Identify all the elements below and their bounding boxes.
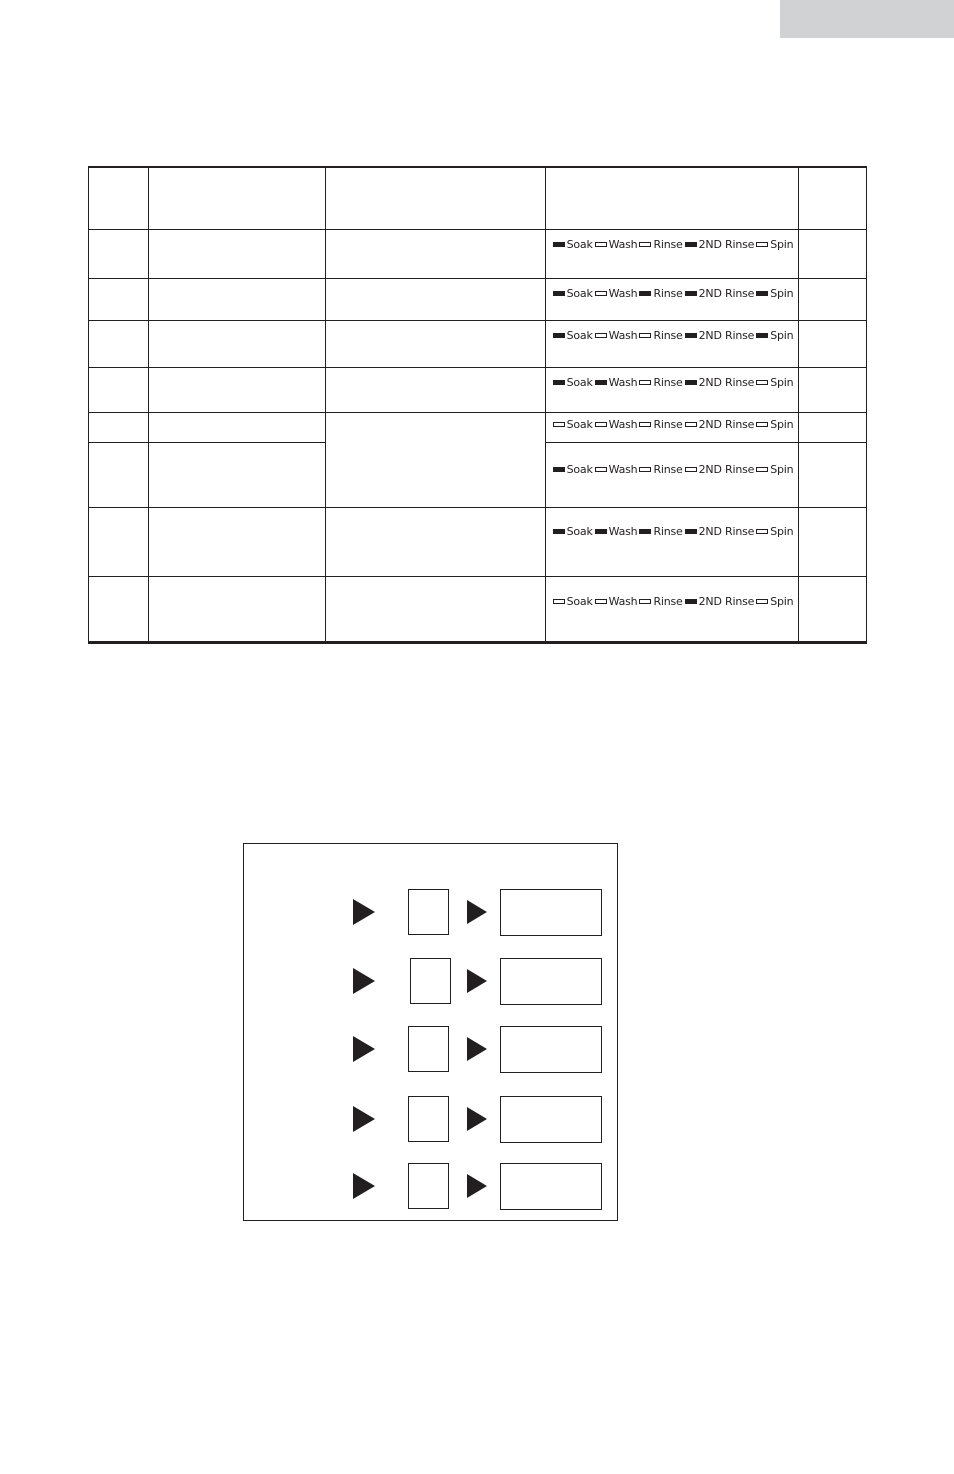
indicator-light-icon: [595, 380, 607, 385]
stage-label: Wash: [608, 417, 638, 431]
stage-indicator: [551, 418, 593, 431]
indicator-light-icon: [639, 467, 651, 472]
stage-label: Soak: [566, 417, 593, 431]
table-row: [89, 320, 867, 367]
indicator-light-icon: [756, 422, 768, 427]
stage-label: Wash: [608, 237, 638, 251]
stage-indicator: [637, 418, 682, 431]
stage-indicator: [683, 463, 755, 476]
stage-label: Soak: [566, 286, 593, 300]
indicator-light-icon: [553, 467, 565, 472]
stage-indicator: [593, 418, 638, 431]
header-cell: [799, 167, 867, 229]
stage-indicator: [754, 238, 793, 251]
stage-indicator: [593, 595, 638, 608]
indicator-light-icon: [756, 380, 768, 385]
stage-indicator: [637, 329, 682, 342]
stage-indicator: [551, 463, 593, 476]
stage-label: Wash: [608, 524, 638, 538]
stage-label: Rinse: [653, 328, 683, 342]
indicator-light-icon: [756, 467, 768, 472]
indicator-light-icon: [685, 242, 697, 247]
stage-label: 2ND Rinse: [698, 237, 755, 251]
stage-label: Spin: [770, 417, 794, 431]
stage-indicator: [551, 525, 593, 538]
indicator-light-icon: [595, 599, 607, 604]
stage-label: Rinse: [653, 594, 683, 608]
cycle-indicator-cell: [546, 507, 799, 576]
indicator-light-icon: [553, 529, 565, 534]
stage-indicator: [683, 238, 755, 251]
indicator-light-icon: [756, 291, 768, 296]
stage-indicator: [754, 525, 793, 538]
stage-indicator: [754, 418, 793, 431]
stage-label: Rinse: [653, 237, 683, 251]
arrow-right-icon: [467, 1107, 487, 1131]
indicator-light-icon: [595, 422, 607, 427]
stage-label: 2ND Rinse: [698, 594, 755, 608]
stage-label: Soak: [566, 594, 593, 608]
indicator-light-icon: [639, 422, 651, 427]
page-corner-tab: [780, 0, 954, 38]
header-cell: [546, 167, 799, 229]
indicator-light-icon: [595, 467, 607, 472]
stage-label: Rinse: [653, 286, 683, 300]
arrow-right-icon: [467, 969, 487, 993]
stage-indicator: [683, 376, 755, 389]
stage-indicator: [637, 238, 682, 251]
stage-indicator: [551, 329, 593, 342]
stage-indicator: [754, 595, 793, 608]
stage-indicator: [637, 376, 682, 389]
stage-label: 2ND Rinse: [698, 286, 755, 300]
stage-label: Rinse: [653, 462, 683, 476]
flow-result-box: [500, 1026, 602, 1073]
header-cell: [326, 167, 546, 229]
table-row: [89, 412, 867, 442]
table-row: [89, 507, 867, 576]
table-row: [89, 367, 867, 412]
flow-result-box: [500, 958, 602, 1005]
indicator-light-icon: [553, 333, 565, 338]
cycle-indicator-cell: [546, 412, 799, 442]
stage-indicator: [551, 238, 593, 251]
indicator-light-icon: [756, 599, 768, 604]
wash-cycle-table: [88, 166, 867, 644]
stage-label: 2ND Rinse: [698, 417, 755, 431]
stage-label: 2ND Rinse: [698, 462, 755, 476]
indicator-light-icon: [685, 467, 697, 472]
stage-label: Spin: [770, 524, 794, 538]
stage-indicator: [593, 329, 638, 342]
arrow-right-icon: [353, 968, 375, 994]
indicator-light-icon: [756, 242, 768, 247]
stage-indicator: [637, 463, 682, 476]
stage-indicator: [637, 595, 682, 608]
indicator-light-icon: [639, 599, 651, 604]
stage-indicator: [754, 463, 793, 476]
indicator-light-icon: [639, 333, 651, 338]
stage-indicator: [754, 287, 793, 300]
indicator-light-icon: [685, 291, 697, 296]
indicator-light-icon: [685, 422, 697, 427]
stage-label: Soak: [566, 524, 593, 538]
flow-result-box: [500, 1163, 602, 1210]
indicator-light-icon: [639, 529, 651, 534]
arrow-right-icon: [353, 1173, 375, 1199]
cycle-indicator-cell: [546, 576, 799, 642]
stage-label: Rinse: [653, 417, 683, 431]
header-cell: [149, 167, 326, 229]
stage-label: Wash: [608, 328, 638, 342]
cycle-indicator-cell: [546, 442, 799, 507]
stage-label: Spin: [770, 237, 794, 251]
flow-step-box: [408, 889, 449, 935]
arrow-right-icon: [353, 1106, 375, 1132]
flow-step-box: [408, 1096, 449, 1142]
cycle-indicator-cell: [546, 367, 799, 412]
stage-label: Spin: [770, 375, 794, 389]
stage-indicator: [637, 525, 682, 538]
indicator-light-icon: [639, 380, 651, 385]
stage-indicator: [637, 287, 682, 300]
stage-indicator: [754, 329, 793, 342]
stage-label: 2ND Rinse: [698, 328, 755, 342]
indicator-light-icon: [639, 242, 651, 247]
stage-indicator: [593, 463, 638, 476]
stage-label: 2ND Rinse: [698, 375, 755, 389]
indicator-light-icon: [685, 529, 697, 534]
stage-indicator: [593, 525, 638, 538]
indicator-light-icon: [756, 529, 768, 534]
cycle-indicator-cell: [546, 278, 799, 320]
stage-label: Soak: [566, 462, 593, 476]
stage-indicator: [593, 287, 638, 300]
stage-indicator: [683, 418, 755, 431]
stage-label: Spin: [770, 594, 794, 608]
stage-indicator: [683, 329, 755, 342]
stage-label: Rinse: [653, 375, 683, 389]
header-cell: [89, 167, 149, 229]
flow-step-box: [410, 958, 451, 1004]
stage-indicator: [683, 287, 755, 300]
stage-label: Spin: [770, 286, 794, 300]
table-row: [89, 229, 867, 278]
indicator-light-icon: [553, 242, 565, 247]
stage-label: Wash: [608, 462, 638, 476]
indicator-light-icon: [595, 529, 607, 534]
stage-indicator: [593, 238, 638, 251]
stage-indicator: [683, 595, 755, 608]
indicator-light-icon: [595, 291, 607, 296]
indicator-light-icon: [595, 333, 607, 338]
indicator-light-icon: [685, 333, 697, 338]
stage-label: Wash: [608, 286, 638, 300]
stage-label: Spin: [770, 462, 794, 476]
stage-label: Wash: [608, 375, 638, 389]
indicator-light-icon: [595, 242, 607, 247]
indicator-light-icon: [639, 291, 651, 296]
table-header-row: [89, 167, 867, 229]
indicator-light-icon: [685, 380, 697, 385]
indicator-light-icon: [553, 380, 565, 385]
arrow-right-icon: [353, 899, 375, 925]
arrow-right-icon: [467, 1037, 487, 1061]
stage-indicator: [593, 376, 638, 389]
table-row: [89, 576, 867, 642]
stage-indicator: [683, 525, 755, 538]
flow-step-box: [408, 1026, 449, 1072]
stage-label: Soak: [566, 328, 593, 342]
stage-indicator: [551, 595, 593, 608]
stage-indicator: [551, 376, 593, 389]
indicator-light-icon: [553, 291, 565, 296]
stage-label: Rinse: [653, 524, 683, 538]
indicator-light-icon: [685, 599, 697, 604]
stage-label: 2ND Rinse: [698, 524, 755, 538]
stage-indicator: [551, 287, 593, 300]
flow-diagram: [243, 843, 618, 1221]
arrow-right-icon: [353, 1036, 375, 1062]
cycle-indicator-cell: [546, 320, 799, 367]
flow-result-box: [500, 889, 602, 936]
merged-cell: [326, 412, 546, 507]
stage-label: Soak: [566, 375, 593, 389]
stage-indicator: [754, 376, 793, 389]
indicator-light-icon: [553, 599, 565, 604]
stage-label: Soak: [566, 237, 593, 251]
indicator-light-icon: [553, 422, 565, 427]
arrow-right-icon: [467, 900, 487, 924]
indicator-light-icon: [756, 333, 768, 338]
flow-result-box: [500, 1096, 602, 1143]
stage-label: Spin: [770, 328, 794, 342]
stage-label: Wash: [608, 594, 638, 608]
arrow-right-icon: [467, 1174, 487, 1198]
table-row: [89, 278, 867, 320]
flow-step-box: [408, 1163, 449, 1209]
cycle-indicator-cell: [546, 229, 799, 278]
